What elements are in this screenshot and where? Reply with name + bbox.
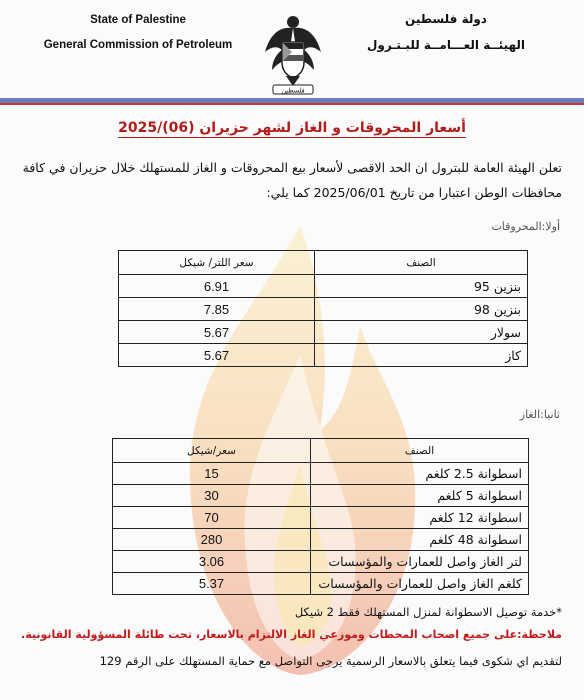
compliance-warning: ملاحظة:على جميع اصحاب المحطات وموزعي الغاز الالتزام بالاسعار، تحت طائلة المسؤولية القانونية. xyxy=(21,628,562,641)
column-header-price: سعر/شيكل xyxy=(113,439,311,463)
item-price: 3.06 xyxy=(113,551,311,573)
item-price: 30 xyxy=(113,485,311,507)
item-price: 5.67 xyxy=(119,321,315,344)
document-title xyxy=(0,120,584,136)
item-name: كلغم الغاز واصل للعمارات والمؤسسات xyxy=(311,573,529,595)
item-name: كاز xyxy=(315,344,528,367)
state-name-en: State of Palestine xyxy=(90,14,186,26)
item-price: 280 xyxy=(113,529,311,551)
delivery-note: *خدمة توصيل الاسطوانة لمنزل المستهلك فقط 2 شيكل xyxy=(294,605,562,619)
table-row xyxy=(113,485,529,507)
palestine-eagle-emblem-icon xyxy=(262,12,324,96)
gas-section-heading: ثانيا:الغاز xyxy=(519,408,560,421)
commission-name-ar: الهيئــة العـــامــة للبـتـرول xyxy=(366,38,526,52)
column-header-item: الصنف xyxy=(315,251,528,275)
item-name: اسطوانة 48 كلغم xyxy=(311,529,529,551)
table-row xyxy=(119,275,528,298)
column-header-price: سعر اللتر/ شيكل xyxy=(119,251,315,275)
table-row xyxy=(119,298,528,321)
commission-name-en: General Commission of Petroleum xyxy=(43,39,233,51)
item-price: 70 xyxy=(113,507,311,529)
table-header-row xyxy=(119,251,528,275)
intro-line-1: تعلن الهيئة العامة للبترول ان الحد الاقصى لأسعار بيع المحروقات و الغاز للمستهلك خلال حزيران في كافة xyxy=(22,160,562,175)
table-row xyxy=(113,551,529,573)
table-row xyxy=(113,529,529,551)
table-row xyxy=(113,507,529,529)
column-header-item: الصنف xyxy=(311,439,529,463)
table-row xyxy=(113,573,529,595)
item-price: 5.67 xyxy=(119,344,315,367)
item-price: 15 xyxy=(113,463,311,485)
header-arabic xyxy=(326,12,566,64)
header-divider-red xyxy=(0,103,584,105)
gas-price-table xyxy=(112,438,529,595)
table-header-row xyxy=(113,439,529,463)
item-name: بنزين 98 xyxy=(315,298,528,321)
item-name: اسطوانة 2.5 كلغم xyxy=(311,463,529,485)
item-name: سولار xyxy=(315,321,528,344)
header-english xyxy=(18,14,258,64)
item-price: 6.91 xyxy=(119,275,315,298)
complaints-note: لتقديم اي شكوى فيما يتعلق بالاسعار الرسمية يرجى التواصل مع حماية المستهلك على الرقم 129 xyxy=(99,654,562,668)
emblem-banner-text: فلسطين xyxy=(281,86,305,95)
item-price: 5.37 xyxy=(113,573,311,595)
title-text: أسعار المحروقات و الغاز لشهر حزيران (06)/2025 xyxy=(118,120,466,136)
table-row xyxy=(119,344,528,367)
item-name: لتر الغاز واصل للعمارات والمؤسسات xyxy=(311,551,529,573)
intro-line-2: محافظات الوطن اعتبارا من تاريخ 2025/06/01 كما يلي: xyxy=(266,185,562,200)
item-name: اسطوانة 5 كلغم xyxy=(311,485,529,507)
item-name: اسطوانة 12 كلغم xyxy=(311,507,529,529)
table-row xyxy=(113,463,529,485)
fuel-price-table xyxy=(118,250,528,367)
item-price: 7.85 xyxy=(119,298,315,321)
item-name: بنزين 95 xyxy=(315,275,528,298)
fuel-section-heading: أولا:المحروقات xyxy=(491,220,560,233)
state-name-ar: دولة فلسطين xyxy=(405,12,487,26)
table-row xyxy=(119,321,528,344)
